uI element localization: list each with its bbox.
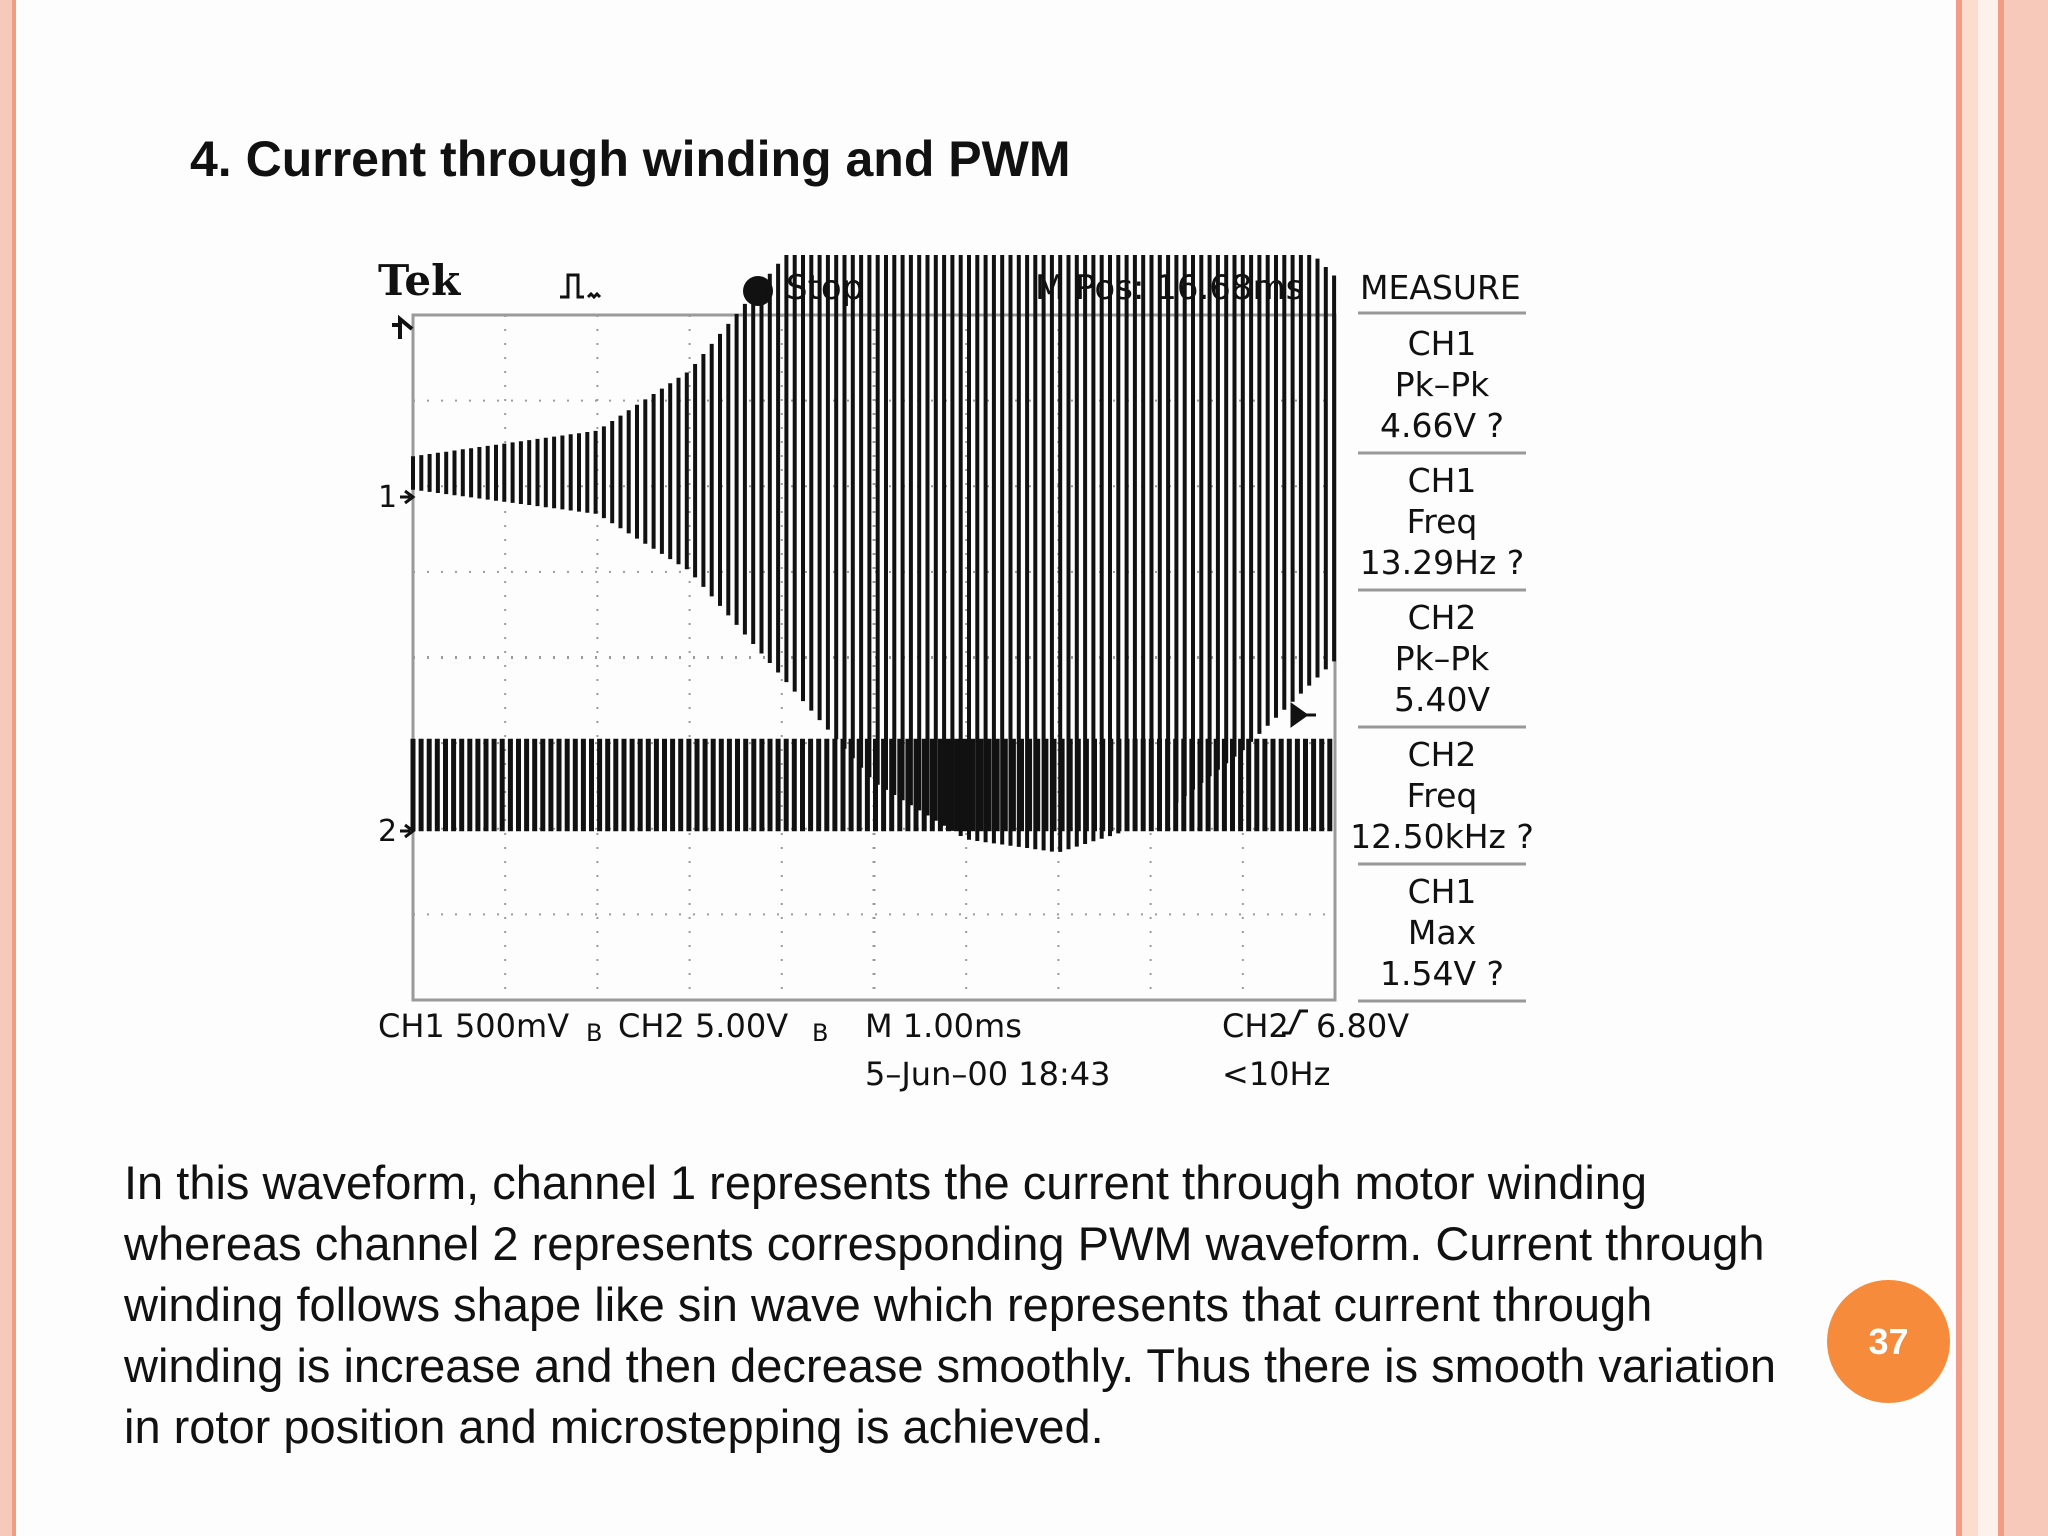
- measure-value: 1.54V ?: [1379, 954, 1505, 993]
- measure-type: Freq: [1406, 776, 1478, 815]
- measure-item-5[interactable]: [1380, 872, 1504, 993]
- slide-title: 4. Current through winding and PWM: [190, 131, 1071, 187]
- status-label: Stop: [786, 268, 864, 308]
- measure-item-4[interactable]: [1350, 735, 1534, 856]
- left-border-line: [12, 0, 16, 1536]
- left-border-stripe: [0, 0, 12, 1536]
- measure-type: Freq: [1406, 502, 1478, 541]
- measure-item-2[interactable]: [1360, 461, 1525, 582]
- measure-value: 13.29Hz ?: [1359, 543, 1525, 582]
- measure-value: 5.40V: [1393, 680, 1491, 719]
- page-number-badge: [1827, 1280, 1950, 1403]
- ch2-ground-marker: 2: [378, 814, 398, 849]
- ch1-marker-arrow-icon: [400, 491, 413, 503]
- ch1-bw-limit-icon: B: [586, 1019, 603, 1047]
- oscilloscope-display: [360, 255, 1540, 1105]
- trigger-source-label: CH2: [1222, 1007, 1289, 1045]
- trigger-frequency-label: <10Hz: [1222, 1055, 1331, 1093]
- measure-value: 12.50kHz ?: [1350, 817, 1534, 856]
- trigger-level-arrow-icon: [1292, 705, 1316, 725]
- slide-body: [124, 1152, 1814, 1457]
- measure-type: Max: [1407, 913, 1477, 952]
- measure-channel: CH1: [1407, 461, 1477, 500]
- measure-type: Pk–Pk: [1394, 639, 1490, 678]
- trigger-position-arrow-icon: [392, 319, 412, 339]
- ch1-scale-label: CH1 500mV: [378, 1007, 570, 1045]
- measure-value: 4.66V ?: [1379, 406, 1505, 445]
- measure-channel: CH1: [1407, 872, 1477, 911]
- measure-title: MEASURE: [1360, 268, 1521, 307]
- right-border-stripe: [1962, 0, 1978, 1536]
- measure-panel: [1350, 313, 1534, 1001]
- ch2-scale-label: CH2 5.00V: [618, 1007, 789, 1045]
- m-pos-label: M Pos: 16.68ms: [1035, 268, 1304, 308]
- measure-item-1[interactable]: [1380, 324, 1504, 445]
- measure-item-3[interactable]: [1394, 598, 1490, 719]
- ch1-ground-marker: 1: [378, 480, 398, 515]
- brand-label: Tek: [378, 256, 461, 305]
- ch2-pwm-trace: [413, 739, 1330, 832]
- measure-channel: CH2: [1407, 598, 1477, 637]
- ch2-bw-limit-icon: B: [812, 1019, 829, 1047]
- right-border-gap: [1978, 0, 1998, 1536]
- acquisition-waveform-icon: [560, 275, 600, 297]
- date-time-label: 5–Jun–00 18:43: [865, 1055, 1111, 1093]
- graticule-border: [413, 315, 1335, 1000]
- right-border-band: [2004, 0, 2048, 1536]
- timebase-label: M 1.00ms: [865, 1007, 1022, 1045]
- measure-channel: CH2: [1407, 735, 1477, 774]
- scope-graticule: [413, 315, 1335, 1000]
- body-paragraph: In this waveform, channel 1 represents the current through motor winding whereas channel 2 represents corresponding PWM waveform. Current through winding follows shape like sin wave which represents that current through winding is increase and then decrease smoothly. Thus there is smooth variation in rotor position and microstepping is achieved.: [124, 1156, 1776, 1453]
- page-number: 37: [1868, 1320, 1909, 1362]
- measure-channel: CH1: [1407, 324, 1477, 363]
- trigger-level-label: 6.80V: [1316, 1007, 1410, 1045]
- measure-type: Pk–Pk: [1394, 365, 1490, 404]
- oscilloscope-screenshot: [360, 255, 1540, 1105]
